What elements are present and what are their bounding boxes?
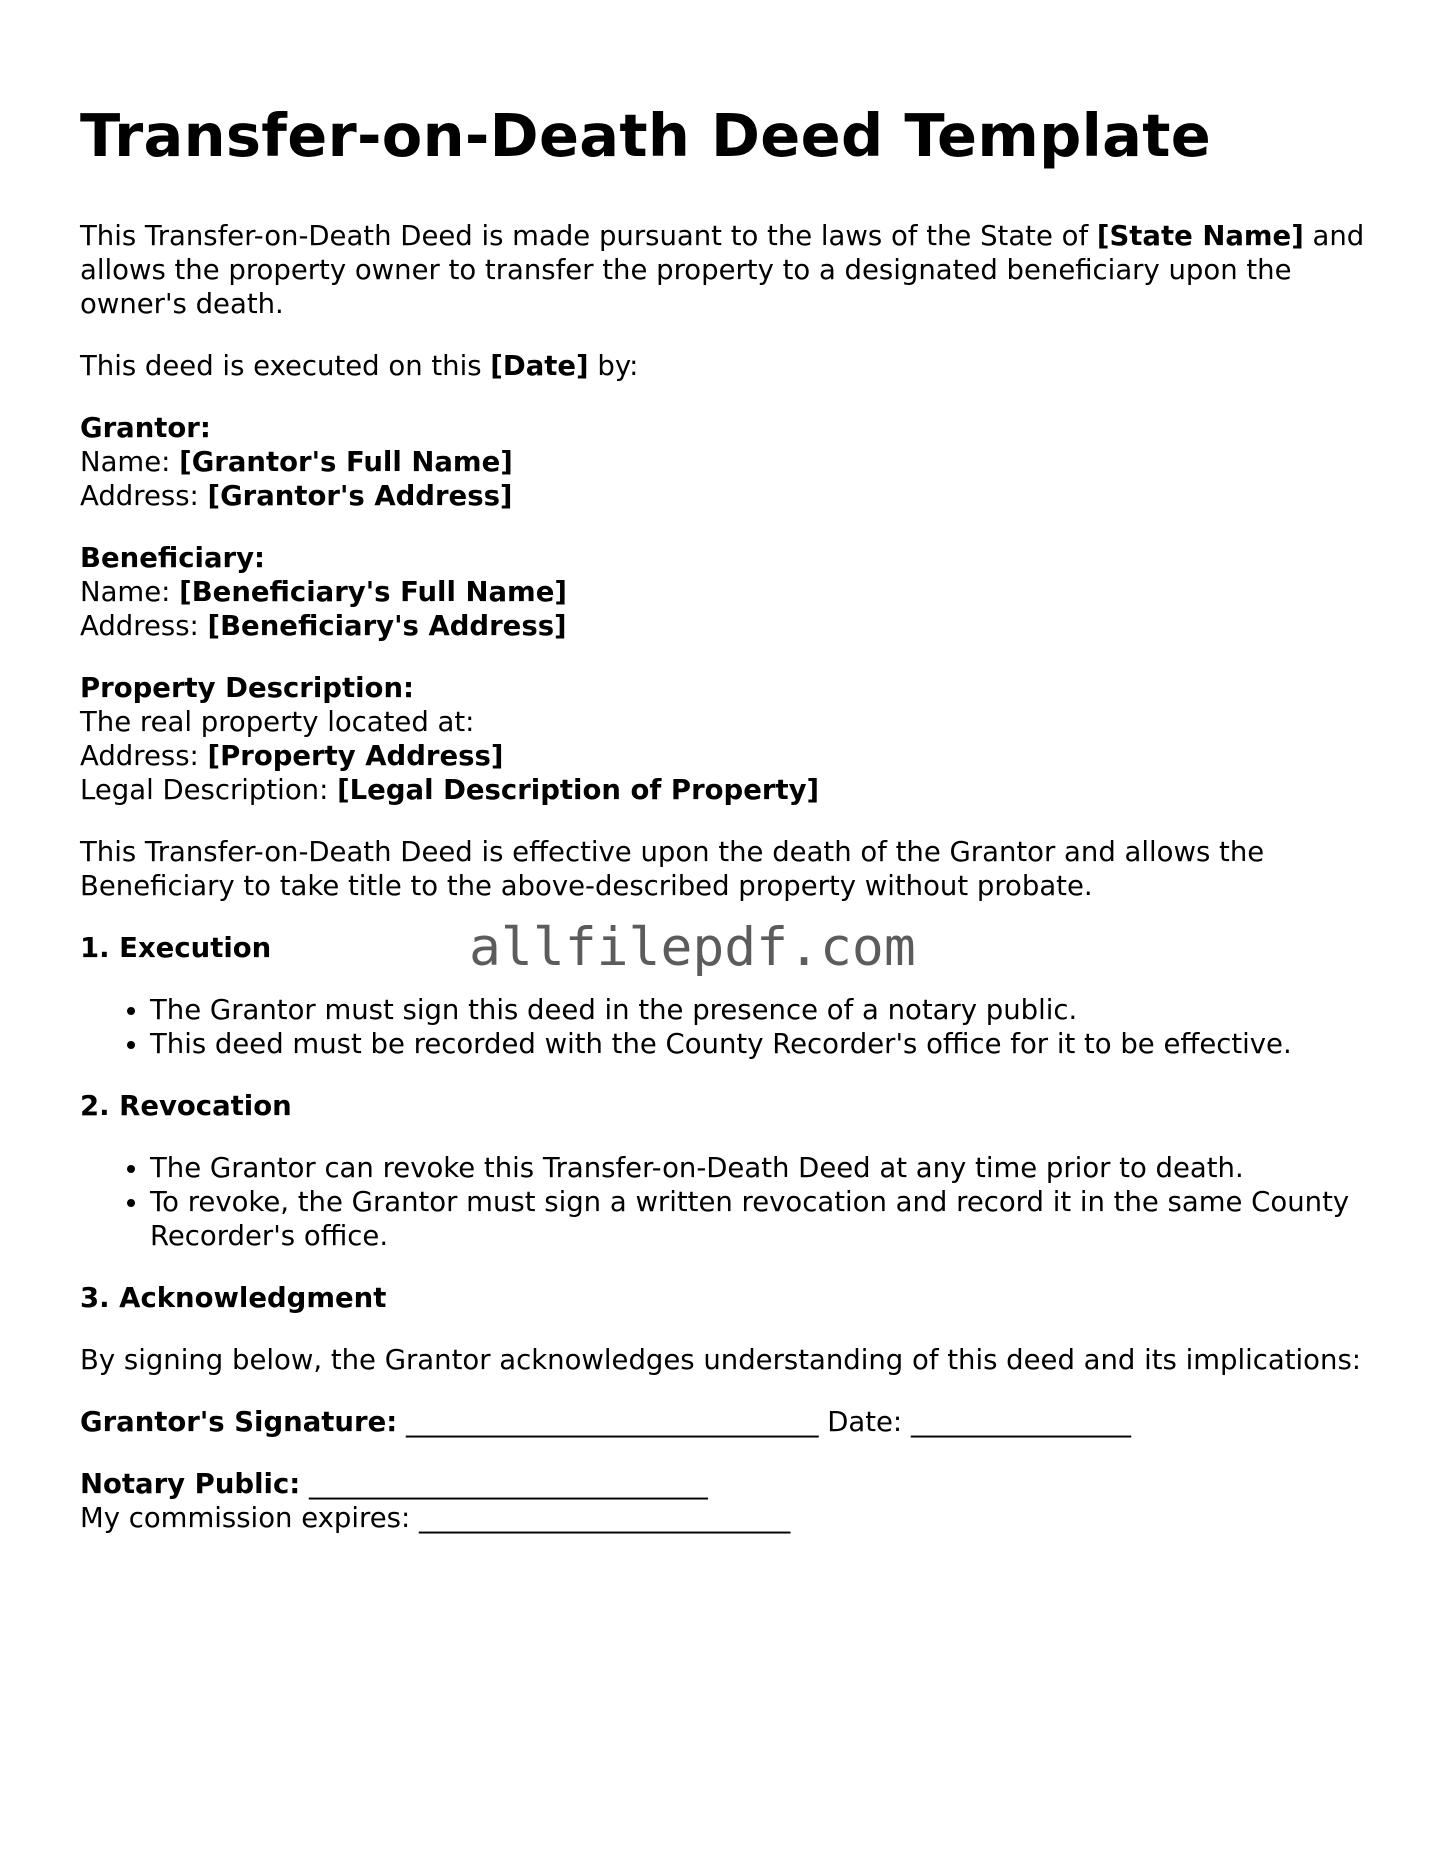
revocation-list: [80, 1151, 1370, 1253]
grantor-name-label: Name:: [80, 446, 180, 478]
signature-date-label: Date:: [827, 1406, 903, 1438]
effective-paragraph: This Transfer-on-Death Deed is effective upon the death of the Grantor and allows the Beneficiary to take title to the above-described property without probate.: [80, 836, 1265, 902]
property-address-label: Address:: [80, 740, 208, 772]
commission-expires-line[interactable]: ___________________________: [410, 1502, 791, 1534]
notary-public-line[interactable]: _____________________________: [300, 1468, 708, 1500]
property-address-line: [80, 739, 1370, 773]
executed-text-after: by:: [588, 350, 639, 382]
beneficiary-heading: Beneficiary:: [80, 542, 265, 574]
property-legal-line: [80, 773, 1370, 807]
execution-list: [80, 993, 1370, 1061]
beneficiary-block: [80, 541, 1370, 643]
beneficiary-name-label: Name:: [80, 576, 180, 608]
execution-heading: 1. Execution: [80, 932, 272, 964]
grantor-signature-label: Grantor's Signature:: [80, 1406, 398, 1438]
notary-public-label: Notary Public:: [80, 1468, 301, 1500]
intro-text-after: and allows the property owner to transfer the property to a designated beneficiary upon the owner's death.: [80, 220, 1365, 320]
beneficiary-address-value: [Beneficiary's Address]: [207, 610, 567, 642]
document-title: Transfer-on-Death Deed Template: [80, 101, 1212, 170]
date-placeholder: [Date]: [490, 350, 589, 382]
grantor-signature-row: [80, 1405, 1370, 1439]
property-block: [80, 671, 1370, 807]
list-item: • This deed must be recorded with the County Recorder's office for it to be effective.: [150, 1027, 1370, 1061]
notary-block: [80, 1467, 1370, 1535]
document-page: [80, 98, 1370, 1563]
execution-heading-row: [80, 917, 1370, 978]
property-located-text: The real property located at:: [80, 706, 475, 738]
grantor-address-line: [80, 479, 1370, 513]
grantor-name-value: [Grantor's Full Name]: [179, 446, 513, 478]
commission-expires-label: My commission expires:: [80, 1502, 411, 1534]
executed-text-before: This deed is executed on this: [80, 350, 491, 382]
list-item: • The Grantor must sign this deed in the presence of a notary public.: [150, 993, 1370, 1027]
acknowledgment-heading: 3. Acknowledgment: [80, 1282, 387, 1314]
signature-date-line[interactable]: ________________: [902, 1406, 1131, 1438]
intro-text-before: This Transfer-on-Death Deed is made pursuant to the laws of the State of: [80, 220, 1097, 252]
grantor-block: [80, 411, 1370, 513]
executed-paragraph: [80, 349, 1370, 383]
grantor-signature-line[interactable]: ______________________________: [397, 1406, 828, 1438]
intro-paragraph: [80, 219, 1370, 321]
grantor-address-label: Address:: [80, 480, 208, 512]
property-heading: Property Description:: [80, 672, 415, 704]
beneficiary-address-line: [80, 609, 1370, 643]
property-legal-label: Legal Description:: [80, 774, 338, 806]
watermark: allfilepdf.com: [469, 917, 916, 978]
property-address-value: [Property Address]: [207, 740, 504, 772]
state-name-placeholder: [State Name]: [1096, 220, 1304, 252]
acknowledgment-text: By signing below, the Grantor acknowledges understanding of this deed and its implications:: [80, 1344, 1362, 1376]
revocation-heading: 2. Revocation: [80, 1090, 292, 1122]
list-item: • The Grantor can revoke this Transfer-on-Death Deed at any time prior to death.: [150, 1151, 1370, 1185]
commission-row: [80, 1501, 1370, 1535]
list-item: • To revoke, the Grantor must sign a written revocation and record it in the same County Recorder's office.: [150, 1185, 1370, 1253]
beneficiary-name-value: [Beneficiary's Full Name]: [179, 576, 567, 608]
grantor-name-line: [80, 445, 1370, 479]
grantor-heading: Grantor:: [80, 412, 211, 444]
property-legal-value: [Legal Description of Property]: [337, 774, 820, 806]
beneficiary-name-line: [80, 575, 1370, 609]
beneficiary-address-label: Address:: [80, 610, 208, 642]
grantor-address-value: [Grantor's Address]: [207, 480, 513, 512]
notary-row: [80, 1467, 1370, 1501]
